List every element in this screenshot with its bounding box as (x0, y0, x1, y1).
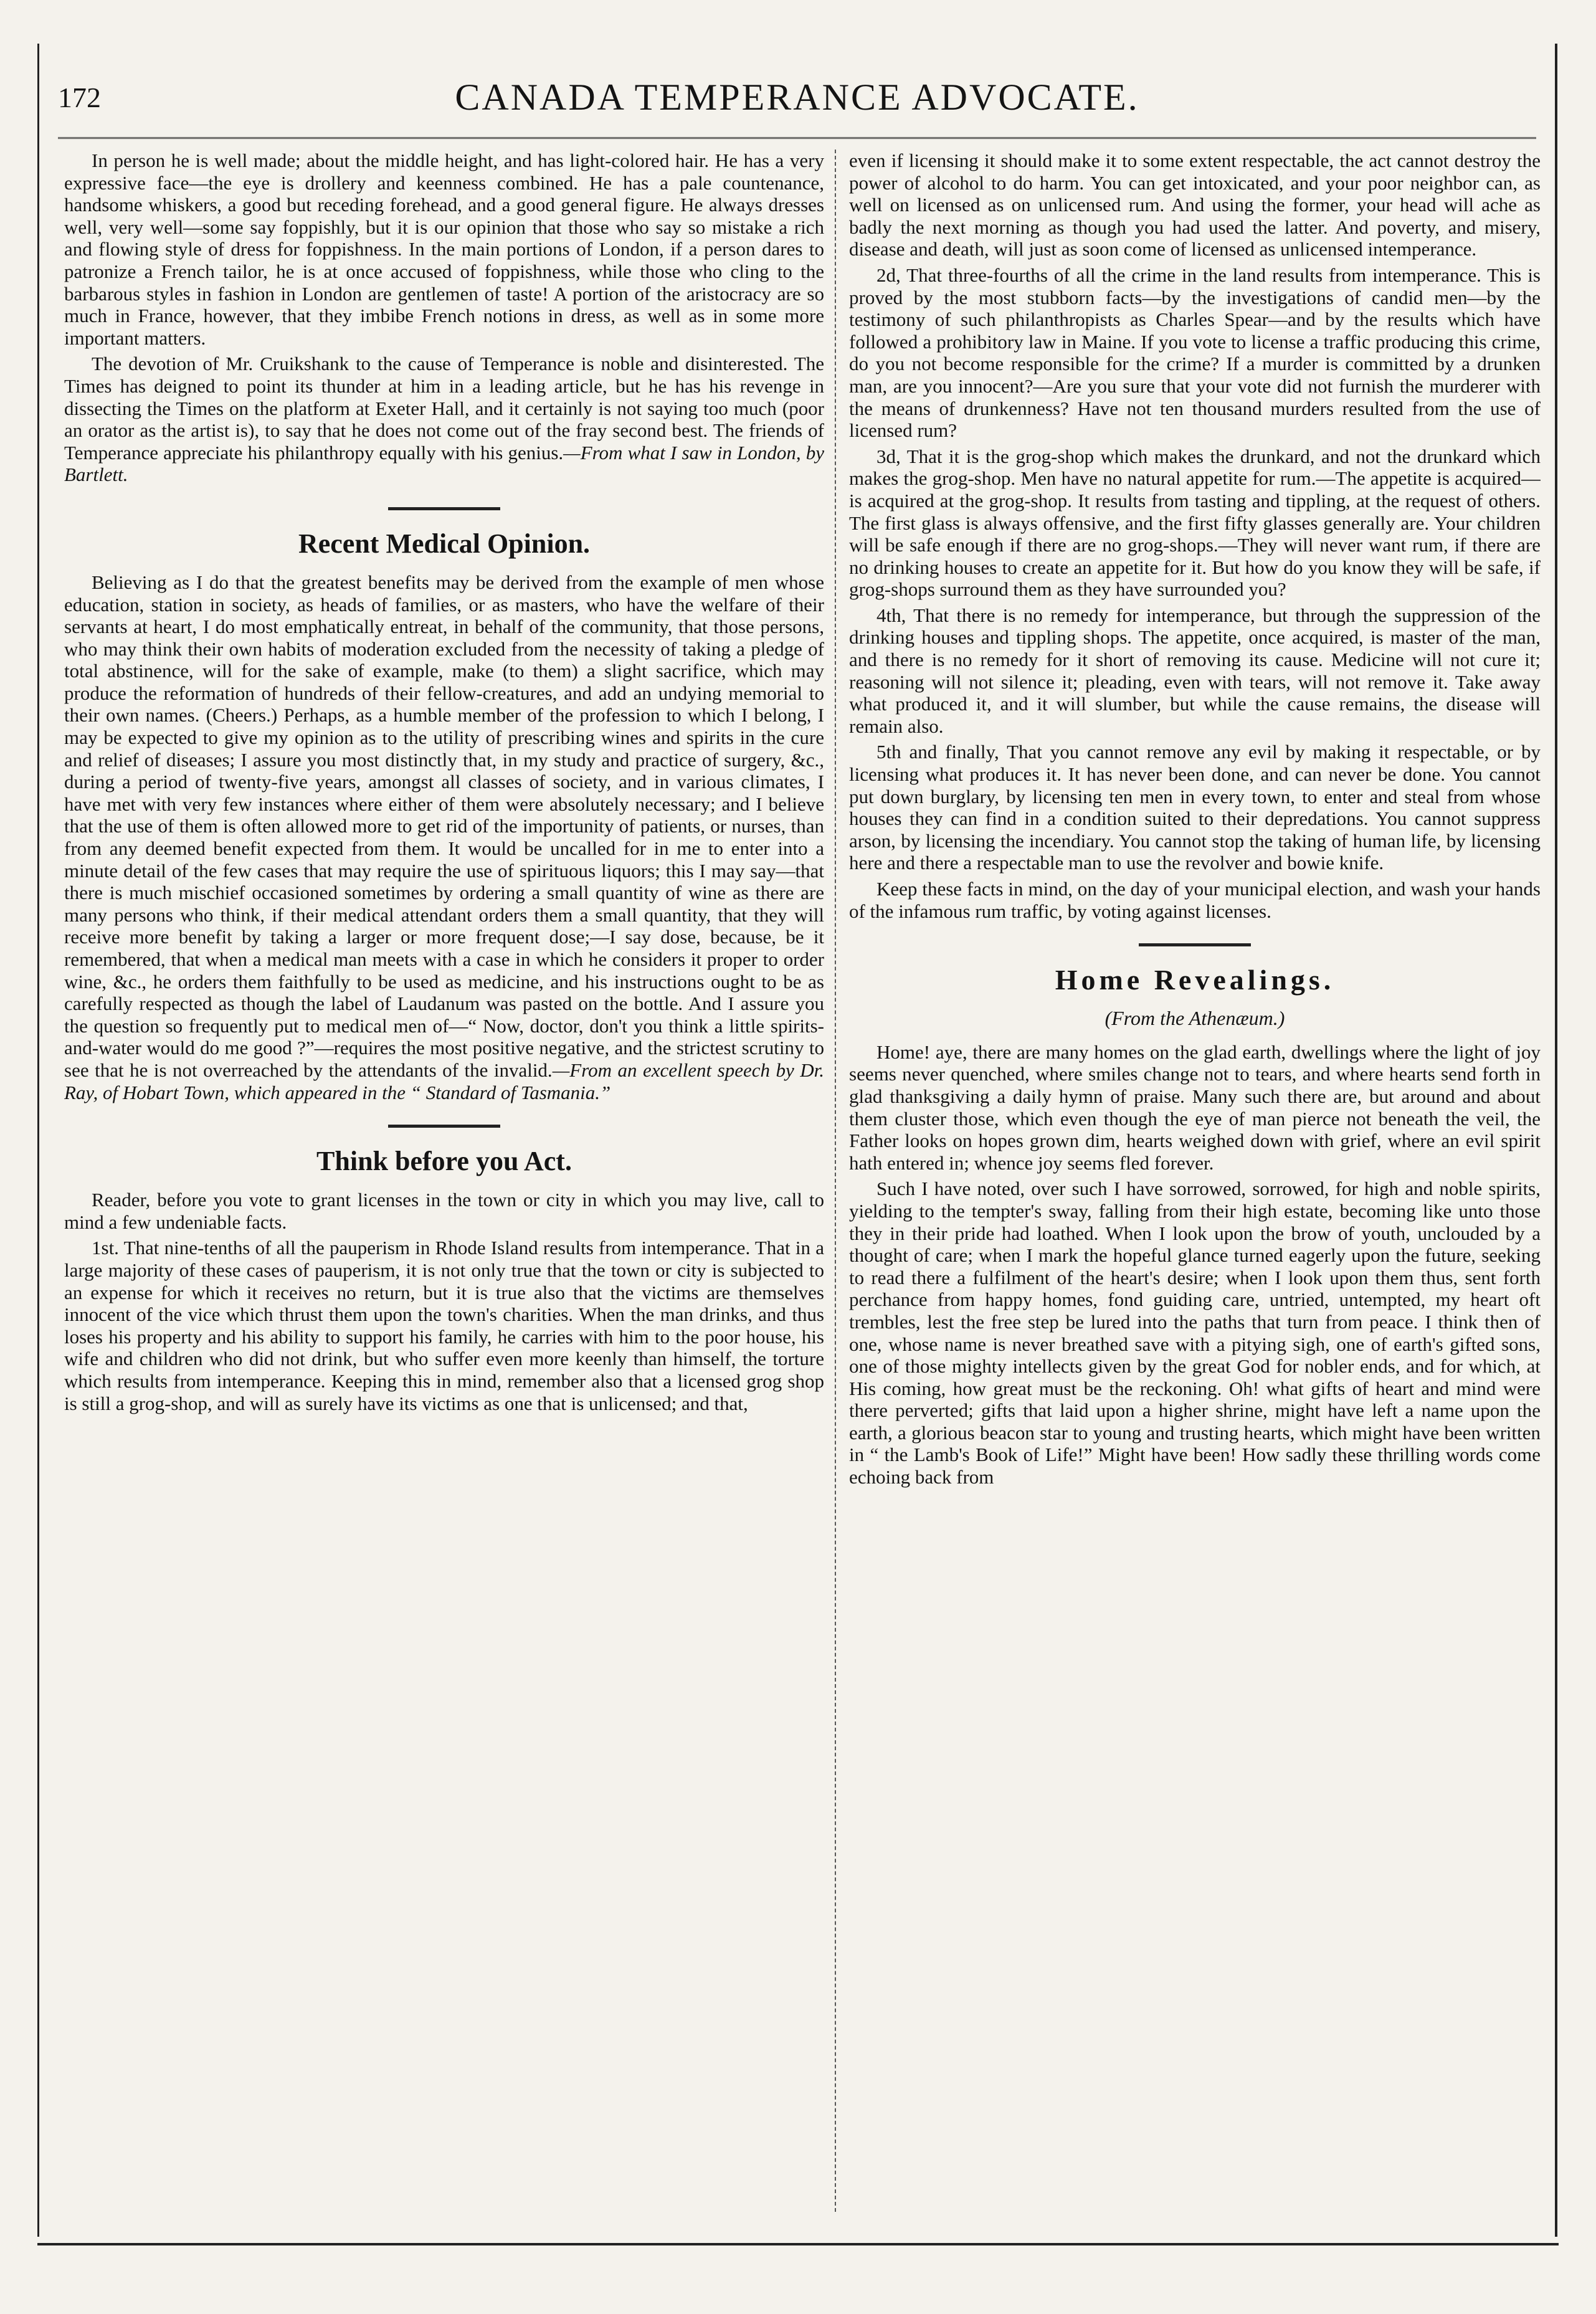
masthead-title: CANADA TEMPERANCE ADVOCATE. (455, 77, 1139, 118)
article-paragraph: Home! aye, there are many homes on the glad earth, dwellings where the light of joy seems never quenched, where smiles change not to tears, and where hearts send forth in glad thanksgiving a daily hymn of praise. Many such there are, but around and about them cluster those, which even though the eye of man pierce not beneath the veil, the Father looks on hopes grown dim, hearts weighed down with grief, where an evil spirit hath entered in; whence joy seems fled forever. (849, 1040, 1541, 1174)
section-rule (388, 507, 500, 510)
article-paragraph: 1st. That nine-tenths of all the pauperism in Rhode Island results from intemperance. That in a large majority of these cases of pauperism, it is not only true that the town or city is subjected to an expense for which it receives no return, but it is true also that the victims are themselves innocent of the vice which thrust them upon the town's charities. When the man drinks, and thus loses his property and his ability to support his family, he carries with him to the poor house, his wife and children who did not drink, but who suffer even more keenly than himself, the torture which results from intemperance. Keeping this in mind, remember also that a licensed grog shop is still a grog-shop, and will as surely have its victims as one that is unlicensed; and that, (64, 1237, 824, 1414)
page-header (58, 69, 1536, 139)
article-title: Think before you Act. (316, 1146, 572, 1177)
section-rule (388, 1125, 500, 1128)
article-paragraph: even if licensing it should make it to some extent respectable, the act cannot destroy the power of alcohol to do harm. You can get intoxicated, and your poor neighbor can, as well on licensed as on unlicensed rum. And using the former, your head will ache as badly the next morning as though you had used the latter. And poverty, and misery, disease and death, will just as soon come of licensed as unlicensed intemperance. (849, 150, 1541, 260)
article-paragraph: 4th, That there is no remedy for intemperance, but through the suppression of the drinking houses and tippling shops. The appetite, once acquired, is master of the man, and there is no remedy for it short of removing its cause. Medicine will not cure it; reasoning will not silence it; pleading, even with tears, will not remove it. Take away what produced it, and it will slumber, but while the cause remains, the disease will remain also. (849, 604, 1541, 737)
article-paragraph: 5th and finally, That you cannot remove any evil by making it respectable, or by licensing what produces it. It has never been done, and can never be done. You cannot put down burglary, by licensing ten men in every town, to enter and steal from whose houses they can find in a condition suited to their depredations. You cannot suppress arson, by licensing the incendiary. You cannot stop the taking of human life, by licensing here and there a respectable man to use the revolver and bowie knife. (849, 741, 1541, 874)
left-column (64, 150, 824, 2212)
article-paragraph: Believing as I do that the greatest benefits may be derived from the example of men whose education, station in society, as heads of families, or as masters, who have the welfare of their servants at heart, I do most emphatically entreat, in behalf of the community, that those persons, who may think their own habits of moderation excluded from the necessity of taking a pledge of total abstinence, will for the sake of example, make (to them) a slight sacrifice, which may produce the reformation of hundreds of their fellow-creatures, and add an undying memorial to their own names. (Cheers.) Perhaps, as a humble member of the profession to which I belong, I may be expected to give my opinion as to the utility of prescribing wines and spirits in the cure and relief of diseases; I assure you most distinctly that, in my study and practice of surgery, &c., during a period of twenty-five years, amongst all classes of society, and in various climates, I have met with very few instances where either of them were absolutely necessary; and I believe that the use of them is often allowed more to get rid of the importunity of patients, or nurses, than from any deemed benefit expected from them. It would be uncalled for in me to enter into a minute detail of the few cases that may require the use of spirituous liquors; this I may say—that there is much mischief occasioned sometimes by ordering a small quantity of wine as there are many persons who think, if their medical attendant orders them a small quantity, that they will receive more benefit by taking a larger or more frequent dose;—I say dose, because, be it remembered, that when a medical man meets with a case in which he considers it proper to order wine, &c., he orders them faithfully to be used as medicine, and his instructions ought to be as carefully respected as though the label of Laudanum was pasted on the bottle. And I assure you the question so frequently put to medical men of—“ Now, doctor, don't you think a little spirits-and-water would do me good ?”—requires the most positive negative, and the strictest scrutiny to see that he is not overreached by the attendants of the invalid.—From an excellent speech by Dr. Ray, of Hobart Town, which appeared in the “ Standard of Tasmania.” (64, 571, 824, 1103)
article-paragraph: 2d, That three-fourths of all the crime in the land results from intemperance. This is proved by the most stubborn facts—by the investigations of candid men—by the testimony of such philanthropists as Charles Spear—and by the results which have followed a prohibitory law in Maine. If you vote to license a traffic producing this crime, do you not become responsible for the crime? If a murder is committed by a drunken man, are you innocent?—Are you sure that your vote did not furnish the murderer with the means of drunkenness? Have not ten thousand murders resulted from the use of licensed rum? (849, 264, 1541, 442)
column-divider (835, 150, 836, 2212)
page-number: 172 (58, 82, 101, 113)
section-rule (1139, 943, 1251, 946)
article-paragraph: Such I have noted, over such I have sorrowed, sorrowed, for high and noble spirits, yielding to the tempter's sway, falling from their high estate, becoming like unto those they in their pride had loathed. When I look upon the brow of youth, unclouded by a thought of care; when I mark the hopeful glance turned eagerly upon the future, seeking to read there a fulfilment of the heart's desire; when I look upon them thus, sent forth perchance from happy homes, fond guiding care, untried, untempted, my heart oft trembles, lest the free step be lured into the paths that turn from peace. I think then of one, whose name is never breathed save with a pitying sigh, one of earth's gifted sons, one of those mighty intellects given by the great God for nobler ends, and for which, at His coming, how great must be the reckoning. Oh! what gifts of heart and mind were there perverted; gifts that laid upon a higher shrine, might have left a name upon the earth, a glorious beacon star to young and trusting hearts, which might have been written in “ the Lamb's Book of Life!” Might have been! How sadly these thrilling words come echoing back from (849, 1178, 1541, 1488)
right-column (849, 150, 1541, 2212)
article-paragraph: In person he is well made; about the middle height, and has light-colored hair. He has a very expressive face—the eye is drollery and keenness combined. He has a pale countenance, handsome whiskers, a good but receding forehead, and a good general figure. He always dresses well, very well—some say foppishly, but it is our opinion that those who say so mistake a rich and flowing style of dress for foppishness. In the main portions of London, if a person dares to patronize a French tailor, he is at once accused of foppishness, while those who cling to the barbarous styles in fashion in London are gentlemen of taste! A portion of the aristocracy are so much in France, however, that they imbibe French notions in dress, as well as in some more important matters. (64, 150, 824, 349)
page-bottom-rule (37, 2243, 1559, 2245)
article-title: Home Revealings. (1055, 964, 1335, 996)
newspaper-page (37, 44, 1557, 2237)
article-paragraph: Keep these facts in mind, on the day of your municipal election, and wash your hands of the infamous rum traffic, by voting against licenses. (849, 878, 1541, 922)
article-paragraph: Reader, before you vote to grant licenses in the town or city in which you may live, call to mind a few undeniable facts. (64, 1189, 824, 1233)
article-paragraph: 3d, That it is the grog-shop which makes the drunkard, and not the drunkard which makes the grog-shop. Men have no natural appetite for rum.—The appetite is acquired—is acquired at the grog-shop. It results from tasting and tippling, at the request of others. The first glass is always offensive, and the first fifty glasses generally are. Your children will be safe enough if there are no grog-shops.—They will never want rum, if there are no drinking houses to create an appetite for it. But how do you know they will be safe, if grog-shops surround them as they have surrounded you? (849, 445, 1541, 601)
article-paragraph: The devotion of Mr. Cruikshank to the cause of Temperance is noble and disinterested. The Times has deigned to point its thunder at him in a leading article, but he has his revenge in dissecting the Times on the platform at Exeter Hall, and it certainly is not saying too much (poor an orator as the artist is), to say that he does not come out of the fray second best. The friends of Temperance appreciate his philanthropy equally with his genius.—From what I saw in London, by Bartlett. (64, 353, 824, 486)
article-title: Recent Medical Opinion. (298, 528, 591, 559)
article-citation: —From what I saw in London, by Bartlett. (64, 441, 824, 486)
article-source: (From the Athenæum.) (1104, 1007, 1285, 1030)
article-citation: —From an excellent speech by Dr. Ray, of Hobart Town, which appeared in the “ Standard of Tasmania.” (64, 1059, 824, 1103)
